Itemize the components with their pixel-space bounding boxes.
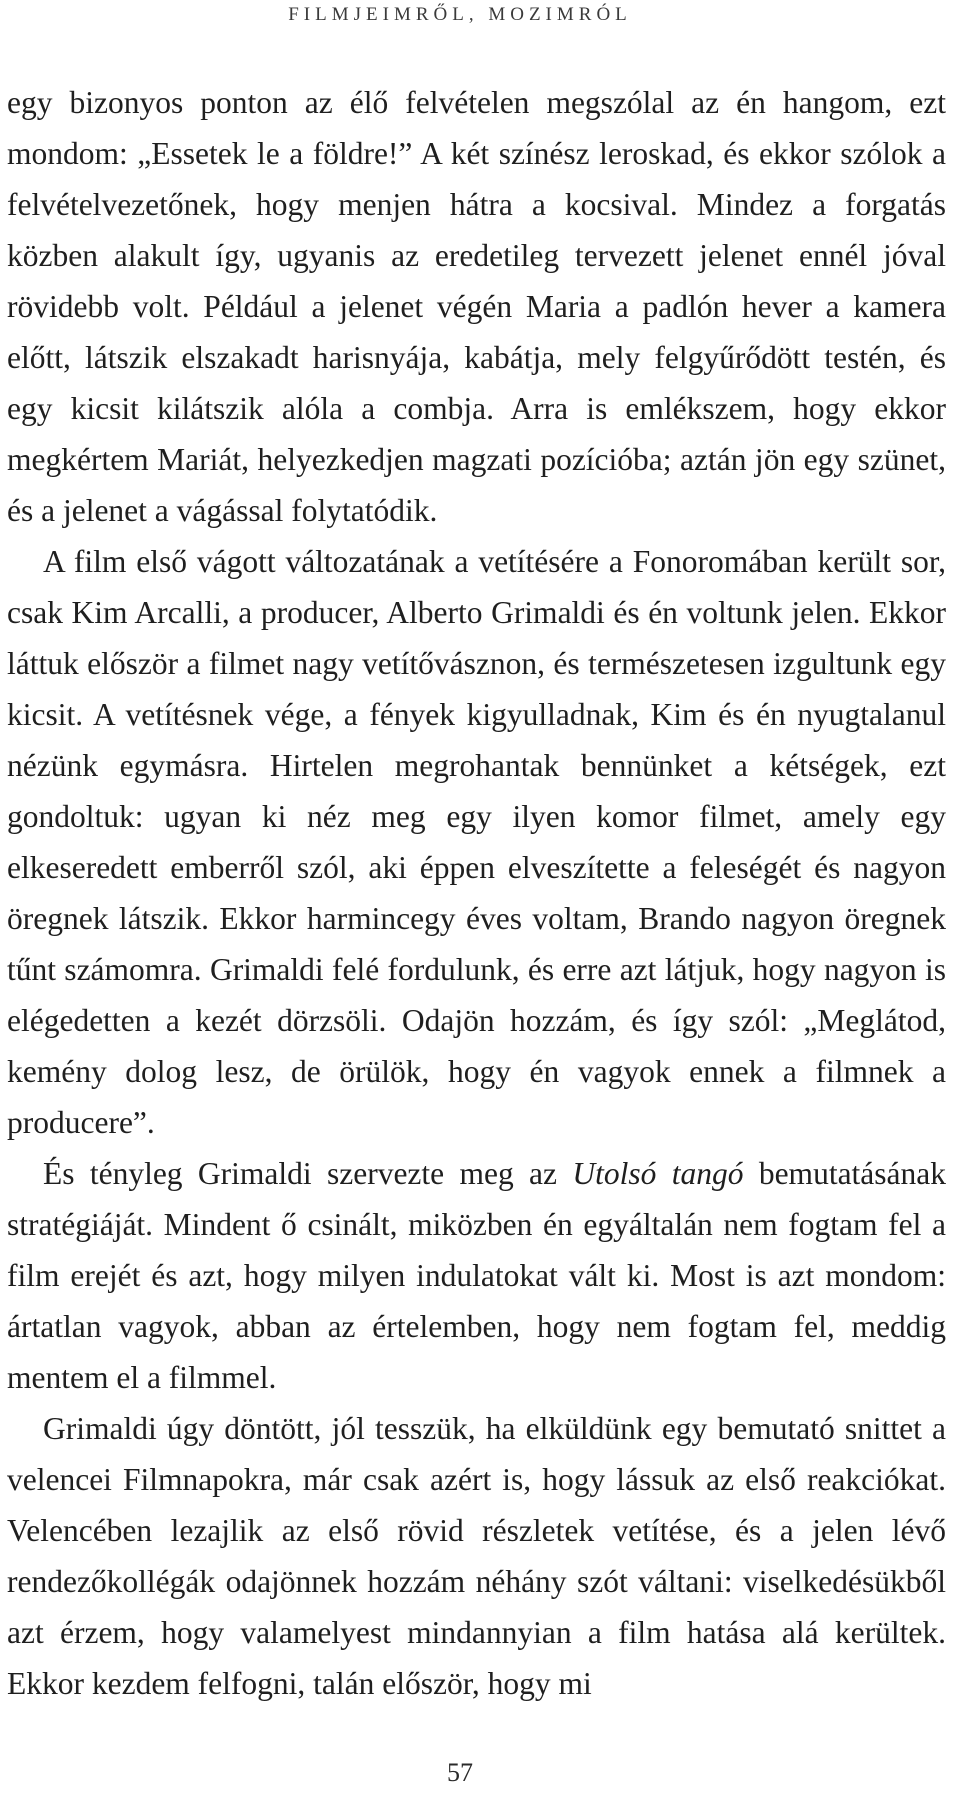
- page-number: 57: [447, 1758, 473, 1787]
- running-head: FILMJEIMRŐL, MOZIMRÓL: [288, 4, 632, 25]
- paragraph-3: [7, 1148, 946, 1403]
- paragraph-3-rest: bemutatásának stratégiáját. Mindent ő csinált, miközben én egyáltalán nem fogtam fel a film erejét és azt, hogy milyen indulatokat vált ki. Most is azt mondom: ártatlan vagyok, abban az értelemben, hogy nem fogtam fel, meddig mentem el a filmmel.: [7, 1156, 946, 1395]
- paragraph-1: egy bizonyos ponton az élő felvételen megszólal az én hangom, ezt mondom: „Essetek le a földre!” A két színész leroskad, és ekkor szólok a felvételvezetőnek, hogy menjen hátra a kocsival. Mindez a forgatás közben alakult így, ugyanis az eredetileg tervezett jelenet ennél jóval rövidebb volt. Például a jelenet végén Maria a padlón hever a kamera előtt, látszik elszakadt harisnyája, kabátja, mely felgyűrődött testén, és egy kicsit kilátszik alóla a combja. Arra is emlékszem, hogy ekkor megkértem Mariát, helyezkedjen magzati pozícióba; aztán jön egy szünet, és a jelenet a vágással folytatódik.: [7, 85, 946, 528]
- paragraph-3-lead: És tényleg Grimaldi szervezte meg az: [43, 1156, 573, 1191]
- film-title-emphasis: Utolsó tangó: [572, 1156, 744, 1191]
- paragraph-4: Grimaldi úgy döntött, jól tesszük, ha elküldünk egy bemutató snittet a velencei Filmnapokra, már csak azért is, hogy lássuk az első reakciókat. Velencében lezajlik az első rövid részletek vetítése, és a jelen lévő rendezőkollégák odajönnek hozzám néhány szót váltani: viselkedésükből azt érzem, hogy valamelyest mindannyian a film hatása alá kerültek. Ekkor kezdem felfogni, talán először, hogy mi: [7, 1411, 946, 1701]
- paragraph-2: A film első vágott változatának a vetítésére a Fonoromában került sor, csak Kim Arcalli, a producer, Alberto Grimaldi és én voltunk jelen. Ekkor láttuk először a filmet nagy vetítővásznon, és természetesen izgultunk egy kicsit. A vetítésnek vége, a fények kigyulladnak, Kim és én nyugtalanul nézünk egymásra. Hirtelen megrohantak bennünket a kétségek, ezt gondoltuk: ugyan ki néz meg egy ilyen komor filmet, amely egy elkeseredett emberről szól, aki éppen elveszítette a feleségét és nagyon öregnek látszik. Ekkor harmincegy éves voltam, Brando nagyon öregnek tűnt számomra. Grimaldi felé fordulunk, és erre azt látjuk, hogy nagyon is elégedetten a kezét dörzsöli. Odajön hozzám, és így szól: „Meglátod, kemény dolog lesz, de örülök, hogy én vagyok ennek a filmnek a producere”.: [7, 544, 946, 1140]
- body-text: [7, 77, 946, 1709]
